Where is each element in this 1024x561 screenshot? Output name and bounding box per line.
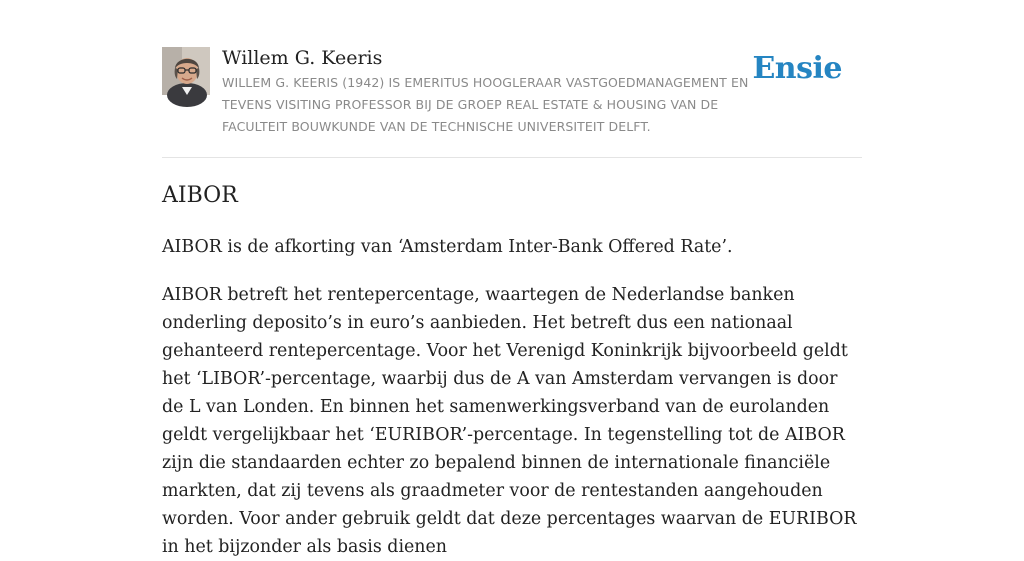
author-portrait-icon [162,47,210,95]
author-bio: WILLEM G. KEERIS (1942) IS EMERITUS HOOGLERAAR VASTGOEDMANAGEMENT EN TEVENS VISITING PROFESSOR BIJ DE GROEP REAL ESTATE & HOUSING VAN DE FACULTEIT BOUWKUNDE VAN DE TECHNISCHE UNIVERSITEIT DELFT. [222,75,749,134]
author-header [162,0,862,158]
article-paragraph: AIBOR betreft het rentepercentage, waartegen de Nederlandse banken onderling deposito’s in euro’s aanbieden. Het betreft dus een nationaal gehanteerd rentepercentage. Voor het Verenigd Koninkrijk bijvoorbeeld geldt het ‘LIBOR’-percentage, waarbij dus de A van Amsterdam vervangen is door de L van Londen. En binnen het samenwerkingsverband van de eurolanden geldt vergelijkbaar het ‘EURIBOR’-percentage. In tegenstelling tot de AIBOR zijn die standaarden echter zo bepalend binnen de internationale financiële markten, dat zij tevens als graadmeter voor de rentestanden aangehouden worden. Voor ander gebruik geldt dat deze percentages waarvan de EURIBOR in het bijzonder als basis dienen [162,285,857,557]
author-name[interactable]: Willem G. Keeris [222,47,383,69]
article-paragraph: AIBOR is de afkorting van ‘Amsterdam Inter-Bank Offered Rate’. [162,237,733,257]
page-content [162,0,862,557]
article-title: AIBOR [162,183,238,208]
ensie-logo[interactable]: Ensie [752,51,842,86]
author-avatar[interactable] [162,47,210,95]
